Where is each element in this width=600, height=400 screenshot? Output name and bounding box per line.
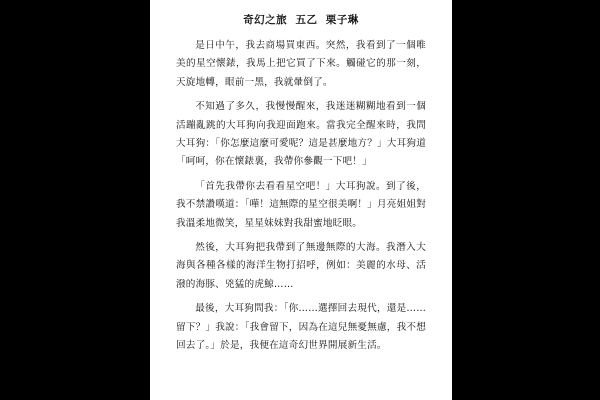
paragraph-2: 不知過了多久，我慢慢醒來，我迷迷糊糊地看到一個活蹦亂跳的大耳狗向我迎面跑來。當我完全醒來時，我問大耳狗：「你怎麼這麼可愛呢？這是甚麼地方？」大耳狗道「呵呵，你在懷錶裏，我帶你參觀一下吧！」 (176, 101, 426, 168)
paragraph-4: 然後，大耳狗把我帶到了無邊無際的大海。我潛入大海與各種各樣的海洋生物打招呼，例如：美麗的水母、活潑的海豚、兇猛的虎鯨…… (176, 242, 426, 290)
paragraph-3: 「首先我帶你去看看星空吧！」大耳狗說。到了後，我不禁讚嘆道：「嘩！這無際的星空很美啊！」月亮姐姐對我溫柔地微笑，星星妹妹對我甜蜜地眨眼。 (176, 180, 426, 229)
document-page (150, 0, 452, 400)
document-title: 奇幻之旅 五乙 栗子琳 (243, 14, 359, 26)
paragraph-1: 是日中午，我去商場買東西。突然，我看到了一個唯美的星空懷錶，我馬上把它買了下來。觸碰它的那一刻，天旋地轉，眼前一黑，我就暈倒了。 (176, 40, 426, 88)
paragraph-5: 最後，大耳狗問我：「你……選擇回去現代，還是……留下？」我說：「我會留下，因為在這兒無憂無慮，我不想回去了。」於是，我便在這奇幻世界開展新生活。 (176, 303, 426, 352)
